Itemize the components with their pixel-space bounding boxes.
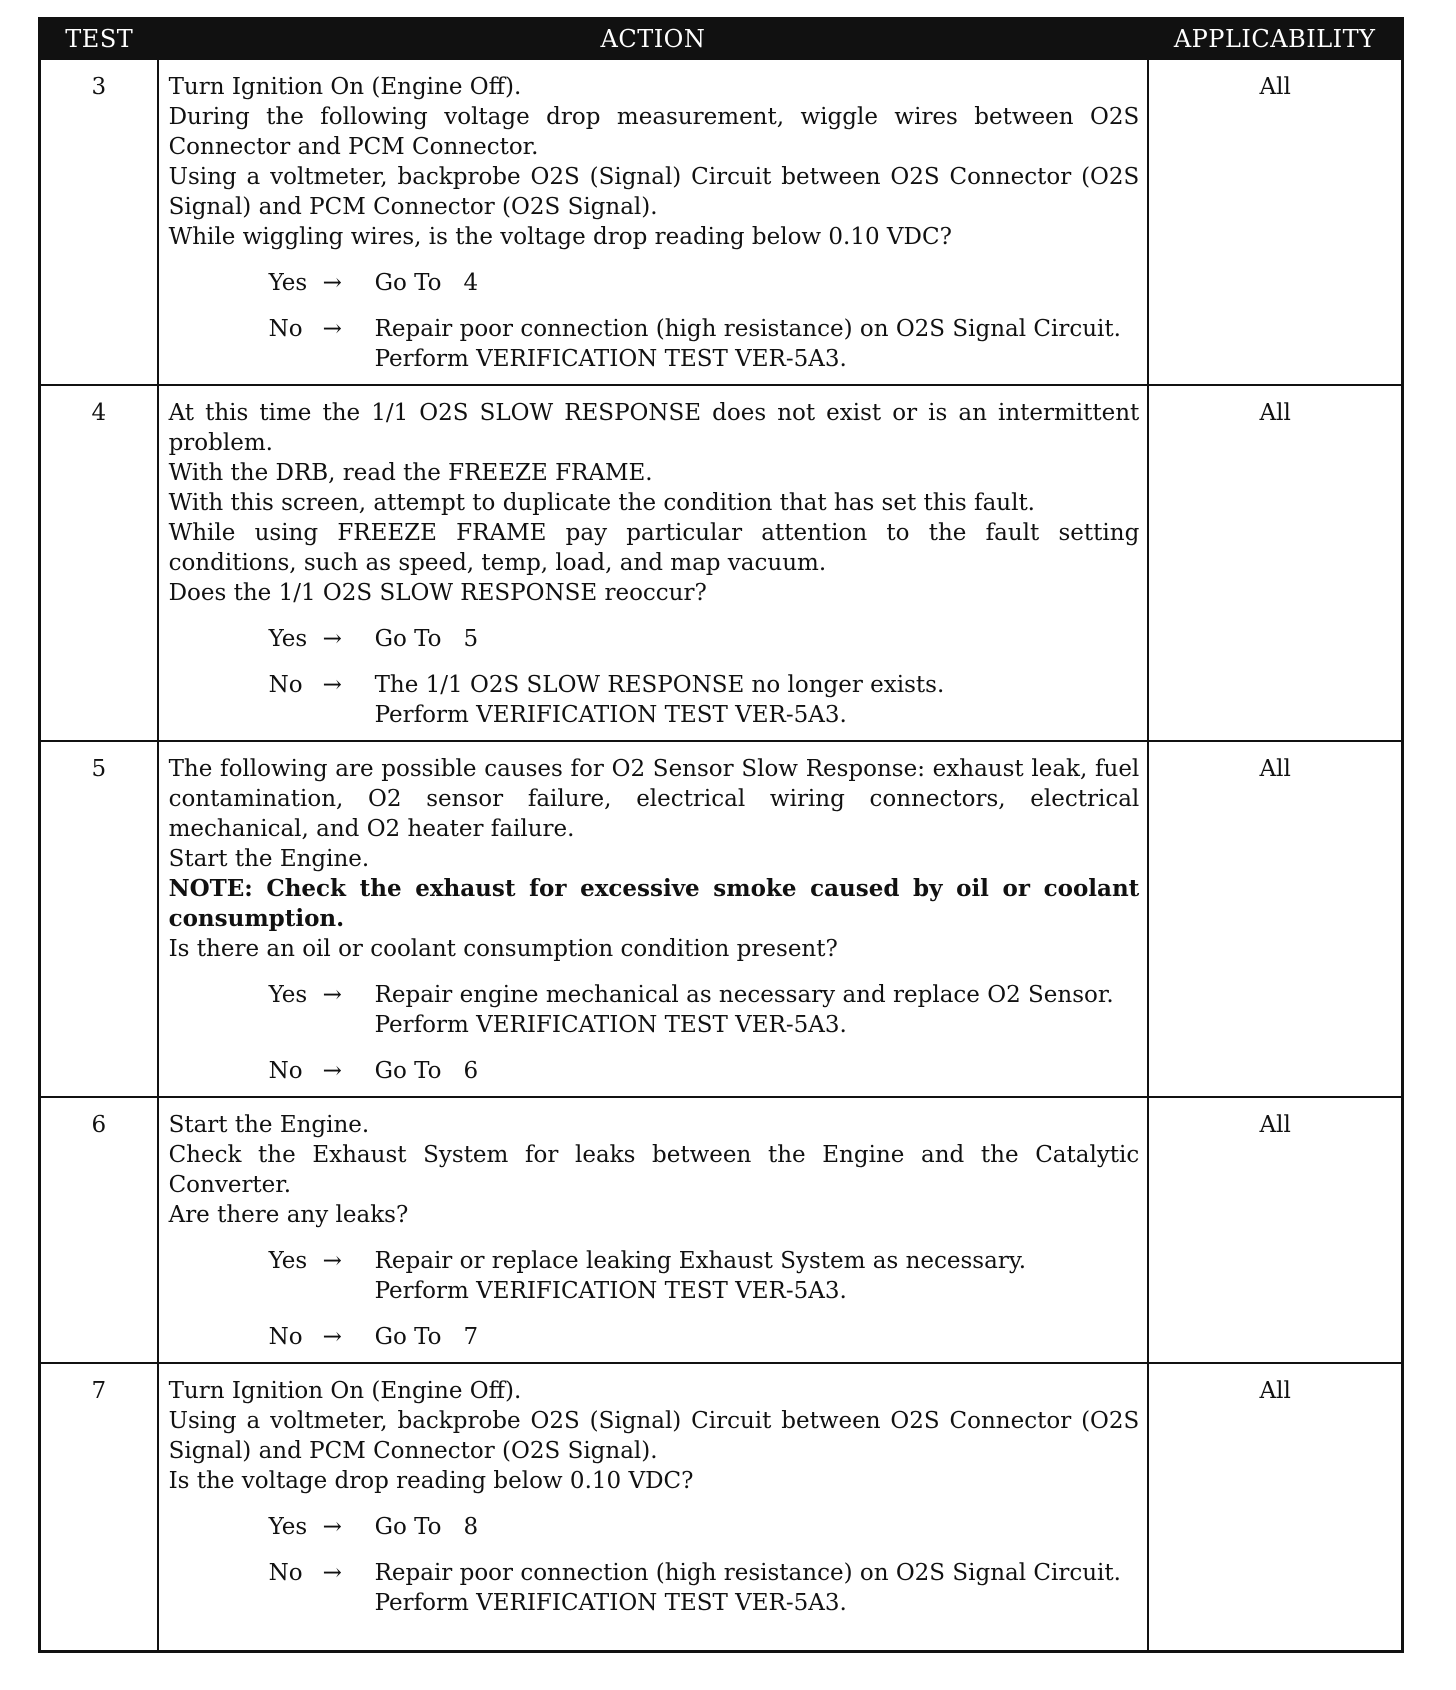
applicability-value: All — [1148, 741, 1402, 1097]
note-text: NOTE: Check the exhaust for excessive smoke caused by oil or coolant consumption. — [168, 875, 1140, 932]
action-line: With this screen, attempt to duplicate the condition that has set this fault. — [168, 490, 1035, 516]
answer-text — [375, 1512, 1140, 1542]
verification-instruction: Perform VERIFICATION TEST VER-5A3. — [374, 702, 847, 728]
answer-label: Yes — [268, 1248, 308, 1274]
applicability-value: All — [1148, 385, 1402, 741]
goto-test-number: 7 — [463, 1324, 479, 1350]
action-line: Using a voltmeter, backprobe O2S (Signal) Circuit between O2S Connector (O2S Signal) and PCM Connector (O2S Signal). — [168, 1408, 1140, 1464]
goto-label: Go To — [374, 1324, 442, 1350]
answer-no — [169, 670, 1140, 730]
answer-label: No — [268, 1560, 303, 1586]
answer-instruction: Repair poor connection (high resistance) on O2S Signal Circuit. — [374, 1560, 1121, 1586]
answer-text — [375, 1558, 1140, 1618]
answer-text — [375, 314, 1140, 374]
table-row — [40, 741, 1403, 1097]
action-line: During the following voltage drop measurement, wiggle wires between O2S Connector and PCM Connector. — [168, 104, 1140, 160]
action-cell — [158, 741, 1149, 1097]
table-row — [40, 1363, 1403, 1652]
test-number: 7 — [40, 1363, 158, 1652]
action-line: With the DRB, read the FREEZE FRAME. — [168, 460, 653, 486]
goto-label: Go To — [374, 1514, 442, 1540]
header-action: ACTION — [158, 19, 1149, 60]
action-line: Turn Ignition On (Engine Off). — [168, 1378, 522, 1404]
test-number: 3 — [40, 59, 158, 385]
arrow-right-icon: → — [322, 1324, 342, 1350]
goto-test-number: 5 — [463, 626, 479, 652]
action-line: Start the Engine. — [168, 846, 370, 872]
arrow-right-icon: → — [322, 270, 342, 296]
table-header-row — [40, 19, 1403, 60]
goto-test-number: 6 — [463, 1058, 479, 1084]
arrow-right-icon: → — [322, 626, 342, 652]
action-line: Turn Ignition On (Engine Off). — [168, 74, 522, 100]
verification-instruction: Perform VERIFICATION TEST VER-5A3. — [374, 346, 847, 372]
test-number: 5 — [40, 741, 158, 1097]
answer-instruction: The 1/1 O2S SLOW RESPONSE no longer exists. — [374, 672, 945, 698]
goto-label: Go To — [374, 1058, 442, 1084]
test-number: 6 — [40, 1097, 158, 1363]
answer-no — [169, 1558, 1140, 1618]
answer-instruction: Repair or replace leaking Exhaust System as necessary. — [374, 1248, 1027, 1274]
diagnostic-test-table — [38, 17, 1404, 1653]
answer-no — [169, 314, 1140, 374]
test-number: 4 — [40, 385, 158, 741]
answer-label: No — [268, 672, 303, 698]
arrow-right-icon: → — [322, 982, 342, 1008]
answer-text — [375, 624, 1140, 654]
answer-text — [375, 1322, 1140, 1352]
action-line: While wiggling wires, is the voltage drop reading below 0.10 VDC? — [168, 224, 952, 250]
action-line: Using a voltmeter, backprobe O2S (Signal) Circuit between O2S Connector (O2S Signal) and PCM Connector (O2S Signal). — [168, 164, 1140, 220]
answer-label: Yes — [268, 626, 308, 652]
verification-instruction: Perform VERIFICATION TEST VER-5A3. — [374, 1590, 847, 1616]
applicability-value: All — [1148, 59, 1402, 385]
goto-label: Go To — [374, 626, 442, 652]
action-line: The following are possible causes for O2 Sensor Slow Response: exhaust leak, fuel contamination, O2 sensor failure, electrical wiring connectors, electrical mechanical, and O2 heater failure. — [168, 756, 1140, 842]
answer-instruction: Repair engine mechanical as necessary and replace O2 Sensor. — [374, 982, 1114, 1008]
answer-text — [375, 1246, 1140, 1306]
answer-text — [375, 268, 1140, 298]
action-line: Start the Engine. — [168, 1112, 370, 1138]
answer-text — [375, 1056, 1140, 1086]
arrow-right-icon: → — [322, 1560, 342, 1586]
action-line: Is there an oil or coolant consumption condition present? — [168, 936, 838, 962]
verification-instruction: Perform VERIFICATION TEST VER-5A3. — [374, 1012, 847, 1038]
answer-instruction: Repair poor connection (high resistance) on O2S Signal Circuit. — [374, 316, 1121, 342]
table-row — [40, 1097, 1403, 1363]
answer-text — [375, 980, 1140, 1040]
answer-label: No — [268, 1324, 303, 1350]
goto-test-number: 4 — [463, 270, 479, 296]
arrow-right-icon: → — [322, 316, 342, 342]
arrow-right-icon: → — [322, 1514, 342, 1540]
answer-label: Yes — [268, 270, 308, 296]
applicability-value: All — [1148, 1097, 1402, 1363]
action-line: At this time the 1/1 O2S SLOW RESPONSE does not exist or is an intermittent problem. — [168, 400, 1140, 456]
answer-label: No — [268, 316, 303, 342]
table-body — [40, 59, 1403, 1652]
answer-yes — [169, 980, 1140, 1040]
table-row — [40, 385, 1403, 741]
verification-instruction: Perform VERIFICATION TEST VER-5A3. — [374, 1278, 847, 1304]
arrow-right-icon: → — [322, 1058, 342, 1084]
arrow-right-icon: → — [322, 1248, 342, 1274]
answer-yes — [169, 1512, 1140, 1542]
action-cell — [158, 1097, 1149, 1363]
answer-yes — [169, 268, 1140, 298]
answer-yes — [169, 1246, 1140, 1306]
action-cell — [158, 385, 1149, 741]
arrow-right-icon: → — [322, 672, 342, 698]
goto-label: Go To — [374, 270, 442, 296]
answer-no — [169, 1056, 1140, 1086]
answer-label: No — [268, 1058, 303, 1084]
answer-text — [375, 670, 1140, 730]
answer-label: Yes — [268, 982, 308, 1008]
action-line: Check the Exhaust System for leaks between the Engine and the Catalytic Converter. — [168, 1142, 1140, 1198]
applicability-value: All — [1148, 1363, 1402, 1652]
goto-test-number: 8 — [463, 1514, 479, 1540]
header-applicability: APPLICABILITY — [1148, 19, 1402, 60]
action-cell — [158, 59, 1149, 385]
action-line: Does the 1/1 O2S SLOW RESPONSE reoccur? — [168, 580, 707, 606]
answer-no — [169, 1322, 1140, 1352]
answer-yes — [169, 624, 1140, 654]
action-cell — [158, 1363, 1149, 1652]
action-line: Are there any leaks? — [168, 1202, 409, 1228]
answer-label: Yes — [268, 1514, 308, 1540]
action-line: Is the voltage drop reading below 0.10 VDC? — [168, 1468, 694, 1494]
action-line: While using FREEZE FRAME pay particular attention to the fault setting conditions, such as speed, temp, load, and map vacuum. — [168, 520, 1140, 576]
table-row — [40, 59, 1403, 385]
header-test: TEST — [40, 19, 158, 60]
